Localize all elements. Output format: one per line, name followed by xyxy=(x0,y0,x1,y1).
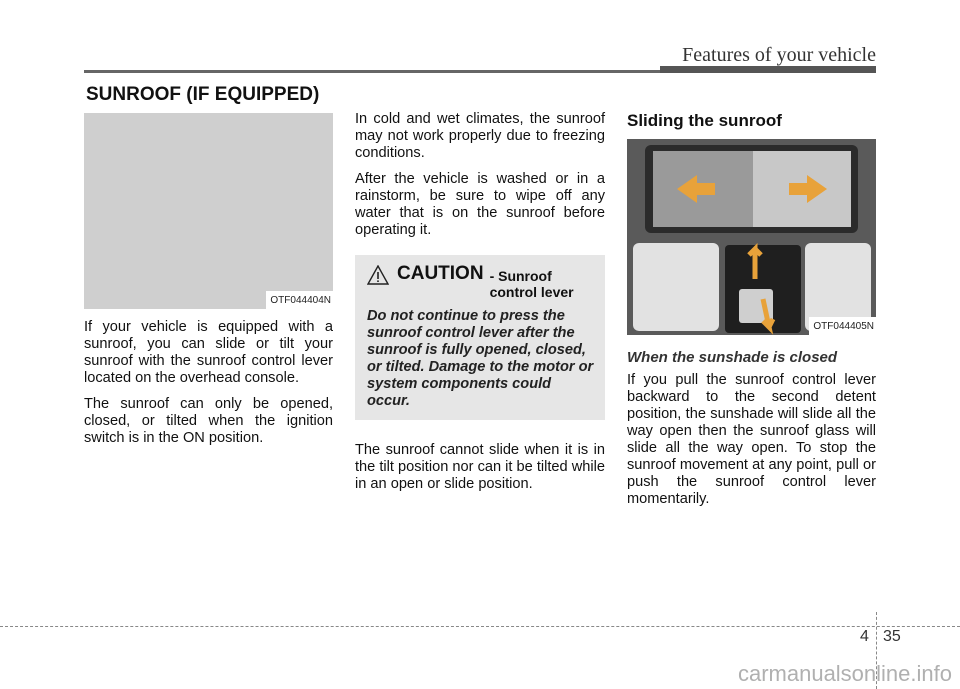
warning-triangle-icon xyxy=(367,265,389,285)
caution-label: CAUTION xyxy=(397,263,484,284)
caution-box xyxy=(355,255,605,420)
caution-text: Do not continue to press the sunroof control lever after the sunroof is fully opened, closed, or tilted. Damage to the motor or system components could occur. xyxy=(367,308,594,409)
right-column xyxy=(627,112,876,517)
header-title: Features of your vehicle xyxy=(682,44,876,66)
footer-rule xyxy=(0,626,960,627)
paragraph: In cold and wet climates, the sunroof may not work properly due to freezing conditions. xyxy=(355,111,605,161)
sunroof-diagram xyxy=(627,139,876,335)
chapter-number: 4 xyxy=(860,628,869,645)
header-rule-thick xyxy=(660,66,876,73)
subsection-subtitle: When the sunshade is closed xyxy=(627,349,838,366)
section-title: SUNROOF (IF EQUIPPED) xyxy=(86,84,320,105)
image-code: OTF044405N xyxy=(809,317,876,335)
sunroof-lever-photo xyxy=(627,139,876,335)
subsection-title: Sliding the sunroof xyxy=(627,111,782,130)
overhead-console-photo xyxy=(84,113,333,309)
image-code: OTF044404N xyxy=(266,291,333,309)
paragraph: If your vehicle is equipped with a sunroof, you can slide or tilt your sunroof with the sunroof control lever located on the overhead console. xyxy=(84,319,333,386)
paragraph: The sunroof can only be opened, closed, or tilted when the ignition switch is in the ON position. xyxy=(84,396,333,446)
middle-column xyxy=(355,111,605,502)
left-column xyxy=(84,113,333,456)
paragraph: The sunroof cannot slide when it is in the tilt position nor can it be tilted while in an open or slide position. xyxy=(355,442,605,492)
caution-subtitle: - Sunroof control lever xyxy=(489,268,574,300)
paragraph: After the vehicle is washed or in a rainstorm, be sure to wipe off any water that is on the sunroof before operating it. xyxy=(355,171,605,238)
watermark: carmanualsonline.info xyxy=(737,661,952,686)
paragraph: If you pull the sunroof control lever backward to the second detent position, the sunshade will slide all the way open then the sunroof glass will slide all the way open. To stop the sunroof movement at any point, pull or push the sunroof control lever momentarily. xyxy=(627,372,876,507)
page-number: 35 xyxy=(883,628,901,645)
